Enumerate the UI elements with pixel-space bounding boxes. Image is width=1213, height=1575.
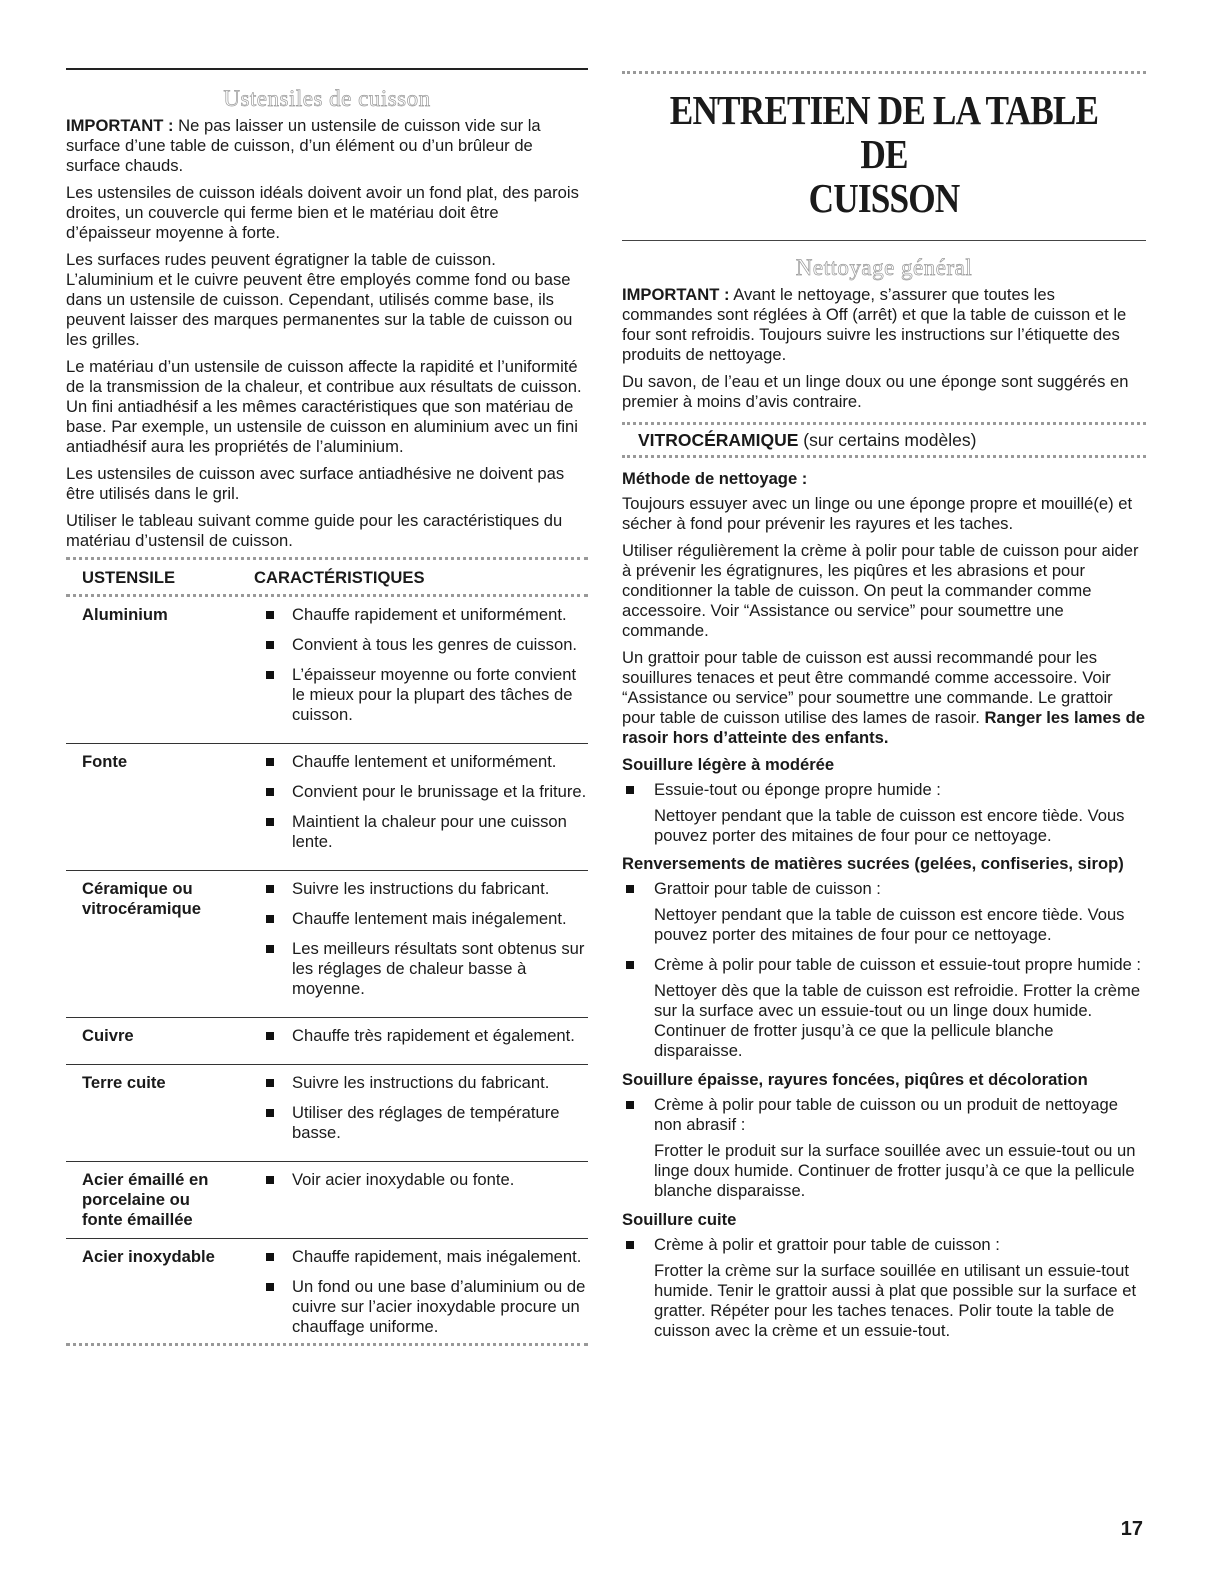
left-column [66,0,588,1346]
page-title [659,88,1110,220]
list-item: Chauffe très rapidement et également. [254,1026,588,1046]
list-item: Convient à tous les genres de cuisson. [254,635,588,655]
header-ustensile: USTENSILE [82,568,176,587]
list-item: Crème à polir et grattoir pour table de cuisson : [622,1235,1146,1255]
paragraph: Utiliser régulièrement la crème à polir pour table de cuisson pour aider à prévenir les égratignures, les piqûres et les abrasions et pour conditionner la table de cuisson. On peut la commander comme accessoire. Voir “Assistance ou service” pour soumettre une commande. [622,541,1139,640]
burnt-soil-heading: Souillure cuite [622,1210,737,1229]
characteristics-list [254,1073,588,1143]
right-column [622,0,1146,1341]
heavy-soil-heading: Souillure épaisse, rayures foncées, piqûres et décoloration [622,1070,1088,1089]
sugar-spill-list [622,879,1146,899]
list-item: Un fond ou une base d’aluminium ou de cuivre sur l’acier inoxydable procure un chauffage uniforme. [254,1277,588,1337]
material-cell: Terre cuite [66,1065,254,1162]
list-item: L’épaisseur moyenne ou forte convient le mieux pour la plupart des tâches de cuisson. [254,665,588,725]
list-item: Crème à polir pour table de cuisson et essuie-tout propre humide : [622,955,1146,975]
table-row [66,1018,588,1065]
table-bottom-rule [66,1343,588,1346]
characteristics-list [254,1247,588,1337]
material-cell: Fonte [66,744,254,871]
list-item: Suivre les instructions du fabricant. [254,879,588,899]
characteristics-list [254,752,588,852]
paragraph: Les ustensiles de cuisson avec surface antiadhésive ne doivent pas être utilisés dans le gril. [66,464,565,503]
list-item: Chauffe lentement et uniformément. [254,752,588,772]
table-header-row [66,560,588,594]
section-heading: Nettoyage général [795,255,973,280]
paragraph: Utiliser le tableau suivant comme guide pour les caractéristiques du matériau d’ustensil de cuisson. [66,511,563,550]
page-title-line: ENTRETIEN DE LA TABLE DE [669,87,1099,177]
page-number: 17 [1120,1518,1143,1540]
indented-text: Frotter la crème sur la surface souillée en utilisant un essuie-tout humide. Tenir le grattoir aussi à plat que possible sur la surface et gratter. Répéter pour les taches tenaces. Polir toute la table de cuisson avec la crème et un essuie-tout. [654,1261,1137,1340]
table-row [66,1162,588,1239]
material-cell: Céramique ou vitrocéramique [66,871,254,1018]
characteristics-list [254,605,588,725]
table-row [66,871,588,1018]
table-row [66,744,588,871]
material-cell: Aluminium [66,597,254,744]
list-item: Chauffe lentement mais inégalement. [254,909,588,929]
important-label: IMPORTANT : [66,116,174,135]
indented-text: Frotter le produit sur la surface souillée avec un essuie-tout ou un linge doux humide. Continuer de frotter jusqu’à ce que la pellicule blanche disparaisse. [654,1141,1136,1200]
vitro-bottom-rule [622,455,1146,458]
indented-text: Nettoyer pendant que la table de cuisson est encore tiède. Vous pouvez porter des mitaines de four pour ce nettoyage. [654,806,1125,845]
list-item: Crème à polir pour table de cuisson ou un produit de nettoyage non abrasif : [622,1095,1146,1135]
warning-text: Ranger les lames de rasoir hors d’atteinte des enfants. [622,708,1145,747]
list-item: Chauffe rapidement et uniformément. [254,605,588,625]
table-row [66,597,588,744]
vitro-note: (sur certains modèles) [798,430,977,450]
material-cell: Acier inoxydable [82,1247,215,1266]
page-title-line: CUISSON [808,175,960,221]
indented-text: Nettoyer pendant que la table de cuisson est encore tiède. Vous pouvez porter des mitaines de four pour ce nettoyage. [654,905,1125,944]
vitro-label: VITROCÉRAMIQUE [638,430,799,450]
header-caracteristiques: CARACTÉRISTIQUES [254,568,425,587]
heavy-soil-list [622,1095,1146,1135]
table-row [66,1065,588,1162]
paragraph-text: Un grattoir pour table de cuisson est aussi recommandé pour les souillures tenaces et peut être commandé comme accessoire. Voir “Assistance ou service” pour soumettre une commande. Le grattoir pour table de cuisson utilise des lames de rasoir. [622,648,1113,727]
paragraph: Les surfaces rudes peuvent égratigner la table de cuisson. L’aluminium et le cuivre peuvent être employés comme fond ou base dans un ustensile de cuisson. Cependant, utilisés comme base, ils peuvent laisser des marques permanentes sur la table de cuisson ou les grilles. [66,250,573,349]
list-item: Les meilleurs résultats sont obtenus sur les réglages de chaleur basse à moyenne. [254,939,588,999]
list-item: Suivre les instructions du fabricant. [254,1073,588,1093]
characteristics-list [254,879,588,999]
cookware-table [66,560,588,1343]
top-dotted-rule [622,71,1146,74]
method-heading: Méthode de nettoyage : [622,469,808,488]
important-note [622,285,1146,365]
list-item: Convient pour le brunissage et la friture. [254,782,588,802]
list-item: Essuie-tout ou éponge propre humide : [622,780,1146,800]
sugar-spill-heading: Renversements de matières sucrées (gelées, confiseries, sirop) [622,854,1124,873]
characteristics-list [254,1170,588,1190]
list-item: Maintient la chaleur pour une cuisson lente. [254,812,588,852]
vitro-top-rule [622,422,1146,425]
paragraph: Les ustensiles de cuisson idéals doivent avoir un fond plat, des parois droites, un couvercle qui ferme bien et le matériau doit être d’épaisseur moyenne à forte. [66,183,579,242]
sugar-spill-list [622,955,1146,975]
list-item: Utiliser des réglages de température basse. [254,1103,588,1143]
burnt-soil-list [622,1235,1146,1255]
important-text: Avant le nettoyage, s’assurer que toutes les commandes sont réglées à Off (arrêt) et que la table de cuisson et le four sont refroidis. Toujours suivre les instructions sur l’étiquette des produits de nettoyage. [622,285,1127,364]
table-row [66,1239,588,1344]
material-cell: Cuivre [66,1018,254,1065]
important-label: IMPORTANT : [622,285,730,304]
list-item: Voir acier inoxydable ou fonte. [254,1170,588,1190]
paragraph: Le matériau d’un ustensile de cuisson affecte la rapidité et l’uniformité de la transmission de la chaleur, et contribue aux résultats de cuisson. Un fini antiadhésif a les mêmes caractéristiques que son matériau de base. Par exemple, un ustensile de cuisson en aluminium avec un fini antiadhésif aura les propriétés de l’aluminium. [66,357,582,456]
paragraph [622,648,1146,748]
vitro-heading [622,430,1146,450]
paragraph: Du savon, de l’eau et un linge doux ou une éponge sont suggérés en premier à moins d’avis contraire. [622,372,1129,411]
list-item: Chauffe rapidement, mais inégalement. [254,1247,588,1267]
important-note [66,116,588,176]
section-heading: Ustensiles de cuisson [223,86,431,111]
material-cell: Acier émaillé en porcelaine ou fonte émaillée [66,1162,254,1239]
paragraph: Toujours essuyer avec un linge ou une éponge propre et mouillé(e) et sécher à fond pour prévenir les rayures et les taches. [622,494,1133,533]
list-item: Grattoir pour table de cuisson : [622,879,1146,899]
light-soil-heading: Souillure légère à modérée [622,755,835,774]
light-soil-list [622,780,1146,800]
characteristics-list [254,1026,588,1046]
indented-text: Nettoyer dès que la table de cuisson est refroidie. Frotter la crème sur la surface avec un essuie-tout ou un linge doux humide. Continuer de frotter jusqu’à ce que la pellicule blanche disparaisse. [654,981,1141,1060]
top-rule [66,68,588,70]
important-text: Ne pas laisser un ustensile de cuisson vide sur la surface d’une table de cuisson, d’un élément ou d’un brûleur de surface chauds. [66,116,541,175]
title-rule [622,240,1146,241]
